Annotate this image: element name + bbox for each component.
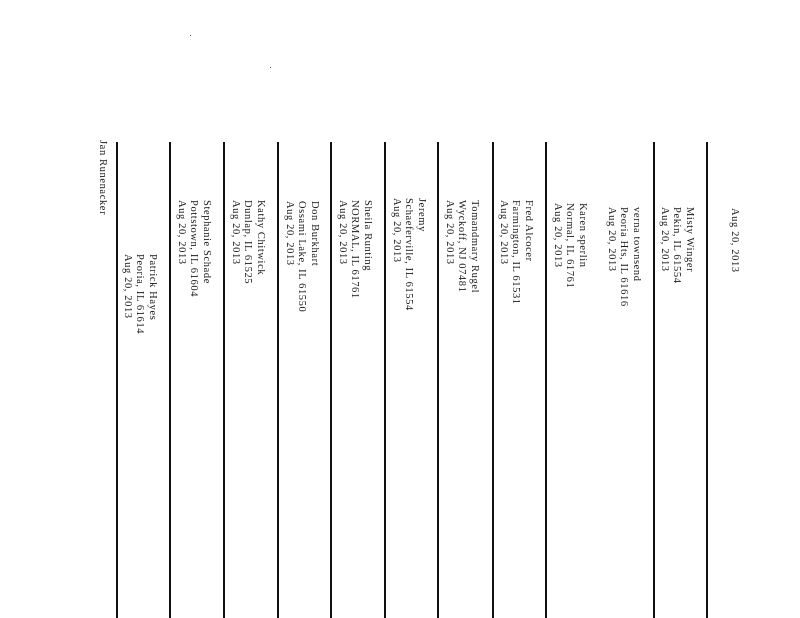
signature-entry [390,198,428,311]
signature-entry [283,201,321,312]
entry-location: Dunlap, IL 61525 [242,200,254,285]
divider-line [116,142,118,618]
entry-name: Fred Alcocer [523,200,534,262]
entry-location: NORMAL, IL 61761 [349,200,361,299]
entry-location: Wyckoff, NJ 07481 [456,200,468,293]
entry-name: Stephanie Schade [201,200,212,284]
entry-name: Misty Winger [684,207,695,273]
entry-date: Aug 20, 2013 [444,200,455,265]
entry-location: Schaeferville, IL 61554 [403,198,415,311]
scan-speck [190,35,191,36]
entry-date: Aug 20, 2013 [606,207,617,272]
entry-name: Patrick Hayes [147,254,158,321]
entry-date: Aug 20, 2013 [176,200,187,265]
entry-date: Aug 20, 2013 [659,207,670,272]
entry-date: Aug 20, 2013 [498,200,509,265]
entry-date: Aug 20, 2013 [337,200,348,265]
entry-name: Jan Runenacker [97,140,108,216]
entry-name: Sheila Runting [362,200,373,272]
divider-line [169,142,171,618]
entry-date: Aug 20, 2013 [729,208,740,273]
signature-entry [497,200,535,305]
divider-line [384,142,386,618]
entry-location: Pottstown, IL 61604 [188,200,200,298]
signature-entry [551,203,589,288]
signature-entry [121,254,159,334]
divider-line [653,142,655,618]
signature-entry [443,200,481,293]
entry-date: Aug 20, 2013 [391,198,402,263]
entry-name: verna townsend [631,207,642,282]
divider-line [492,142,494,618]
scan-speck [270,67,271,68]
entry-date: Aug 20, 2013 [552,203,563,268]
entry-name: Kathy Chitwick [255,200,266,276]
divider-line [545,142,547,618]
entry-name: Jeremy [416,198,427,232]
entry-name: Tomandmary Rugel [469,200,480,294]
signature-entry [96,140,109,215]
divider-line [330,142,332,618]
signature-entry [175,200,213,297]
entry-name: Karen sperlin [577,203,588,268]
entry-location: Farmington, IL 61531 [510,200,522,305]
signature-entry [728,208,741,273]
entry-date: Aug 20, 2013 [230,200,241,265]
divider-line [223,142,225,618]
signature-entry [605,207,643,307]
entry-location: Peoria, IL 61614 [134,254,146,335]
signature-entry [336,200,374,299]
divider-line [437,142,439,618]
entry-location: Pekin, IL 61554 [671,207,683,284]
signature-entry [229,200,267,284]
entry-location: Normal, IL 61761 [564,203,576,289]
entry-location: Peoria Hts, IL 61616 [618,207,630,307]
divider-line [277,142,279,618]
entry-location: Ossami Lake, IL 61550 [296,201,308,313]
entry-name: Don Burkhart [309,201,320,267]
entry-date: Aug 20, 2013 [284,201,295,266]
entry-date: Aug 20, 2013 [122,254,133,319]
divider-line [706,142,708,618]
signature-entry [658,207,696,284]
